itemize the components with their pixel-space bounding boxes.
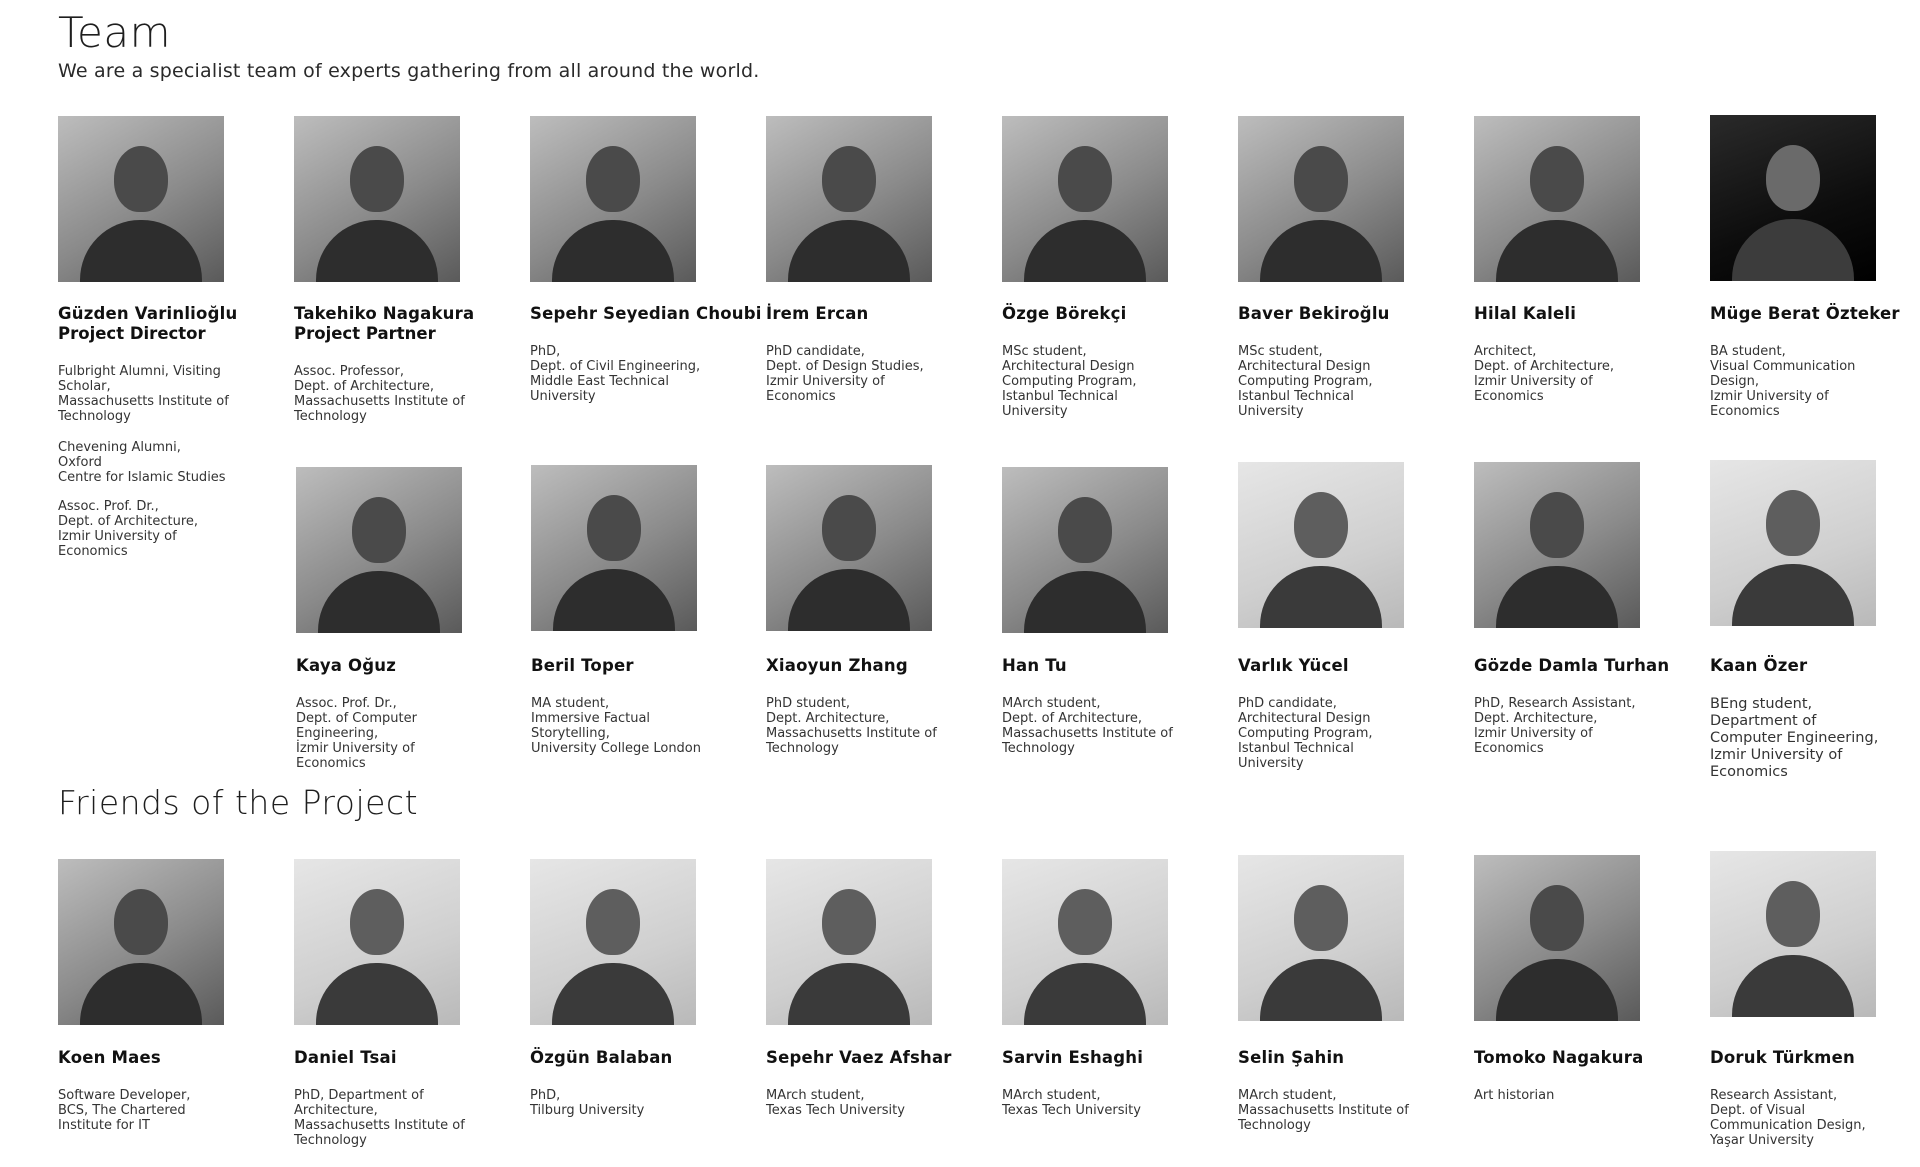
friend-description: MArch student, Massachusetts Institute of Technology <box>1238 1088 1409 1133</box>
member-photo <box>766 116 932 282</box>
member-photo <box>1474 116 1640 282</box>
friend-name: Doruk Türkmen <box>1710 1048 1855 1067</box>
member-description: PhD, Dept. of Civil Engineering, Middle East Technical University <box>530 344 701 404</box>
member-photo <box>1002 467 1168 633</box>
friend-description: MArch student, Texas Tech University <box>1002 1088 1141 1118</box>
friend-description: Software Developer, BCS, The Chartered Institute for IT <box>58 1088 191 1133</box>
friend-name: Selin Şahin <box>1238 1048 1345 1067</box>
member-photo <box>1474 462 1640 628</box>
member-description: Assoc. Professor, Dept. of Architecture, Massachusetts Institute of Technology <box>294 364 465 424</box>
member-description: Chevening Alumni, Oxford Centre for Islamic Studies <box>58 440 226 485</box>
member-description: MA student, Immersive Factual Storytelling, University College London <box>531 696 701 756</box>
member-description: Assoc. Prof. Dr., Dept. of Computer Engineering, İzmir University of Economics <box>296 696 417 771</box>
member-name: Takehiko Nagakura <box>294 304 475 323</box>
member-name: Sepehr Seyedian Choubi <box>530 304 762 323</box>
team-heading: Team <box>58 8 172 57</box>
member-name: İrem Ercan <box>766 304 869 323</box>
friends-heading: Friends of the Project <box>58 783 419 822</box>
member-name: Beril Toper <box>531 656 634 675</box>
member-photo <box>1002 116 1168 282</box>
member-photo <box>766 465 932 631</box>
friend-description: Art historian <box>1474 1088 1555 1103</box>
friend-description: PhD, Tilburg University <box>530 1088 645 1118</box>
member-name: Han Tu <box>1002 656 1067 675</box>
member-role: Project Director <box>58 324 206 343</box>
member-name: Xiaoyun Zhang <box>766 656 908 675</box>
member-name: Kaya Oğuz <box>296 656 397 675</box>
friend-photo <box>530 859 696 1025</box>
friend-photo <box>1002 859 1168 1025</box>
member-name: Müge Berat Özteker <box>1710 304 1900 323</box>
member-photo <box>1238 116 1404 282</box>
member-name: Kaan Özer <box>1710 656 1808 675</box>
friend-name: Tomoko Nagakura <box>1474 1048 1644 1067</box>
member-name: Güzden Varinlioğlu <box>58 304 238 323</box>
friend-description: Research Assistant, Dept. of Visual Communication Design, Yaşar University <box>1710 1088 1866 1148</box>
member-photo <box>530 116 696 282</box>
friend-description: PhD, Department of Architecture, Massachusetts Institute of Technology <box>294 1088 465 1148</box>
friend-name: Sarvin Eshaghi <box>1002 1048 1144 1067</box>
member-name: Baver Bekiroğlu <box>1238 304 1390 323</box>
member-description: Architect, Dept. of Architecture, Izmir University of Economics <box>1474 344 1615 404</box>
friend-name: Daniel Tsai <box>294 1048 397 1067</box>
member-description: PhD student, Dept. Architecture, Massachusetts Institute of Technology <box>766 696 937 756</box>
member-description: BEng student, Department of Computer Engineering, Izmir University of Economics <box>1710 696 1879 780</box>
friend-name: Sepehr Vaez Afshar <box>766 1048 952 1067</box>
member-photo <box>1238 462 1404 628</box>
friend-name: Özgün Balaban <box>530 1048 673 1067</box>
member-name: Varlık Yücel <box>1238 656 1349 675</box>
member-photo <box>294 116 460 282</box>
friend-photo <box>766 859 932 1025</box>
member-photo <box>296 467 462 633</box>
member-description: MSc student, Architectural Design Computing Program, Istanbul Technical University <box>1238 344 1373 419</box>
member-photo <box>1710 115 1876 281</box>
member-role: Project Partner <box>294 324 436 343</box>
member-description: Fulbright Alumni, Visiting Scholar, Massachusetts Institute of Technology <box>58 364 229 424</box>
member-description: Assoc. Prof. Dr., Dept. of Architecture, Izmir University of Economics <box>58 499 199 559</box>
member-description: MSc student, Architectural Design Computing Program, Istanbul Technical University <box>1002 344 1137 419</box>
friend-photo <box>1238 855 1404 1021</box>
member-description: BA student, Visual Communication Design, Izmir University of Economics <box>1710 344 1856 419</box>
team-subtitle: We are a specialist team of experts gathering from all around the world. <box>58 60 760 82</box>
member-description: PhD, Research Assistant, Dept. Architecture, Izmir University of Economics <box>1474 696 1636 756</box>
member-name: Gözde Damla Turhan <box>1474 656 1670 675</box>
member-description: PhD candidate, Dept. of Design Studies, Izmir University of Economics <box>766 344 924 404</box>
friend-photo <box>1710 851 1876 1017</box>
member-name: Hilal Kaleli <box>1474 304 1577 323</box>
member-photo <box>58 116 224 282</box>
friend-photo <box>294 859 460 1025</box>
member-name: Özge Börekçi <box>1002 304 1127 323</box>
friend-photo <box>1474 855 1640 1021</box>
friend-name: Koen Maes <box>58 1048 161 1067</box>
friend-description: MArch student, Texas Tech University <box>766 1088 905 1118</box>
member-description: MArch student, Dept. of Architecture, Massachusetts Institute of Technology <box>1002 696 1173 756</box>
friend-photo <box>58 859 224 1025</box>
member-photo <box>1710 460 1876 626</box>
member-photo <box>531 465 697 631</box>
member-description: PhD candidate, Architectural Design Computing Program, Istanbul Technical University <box>1238 696 1373 771</box>
